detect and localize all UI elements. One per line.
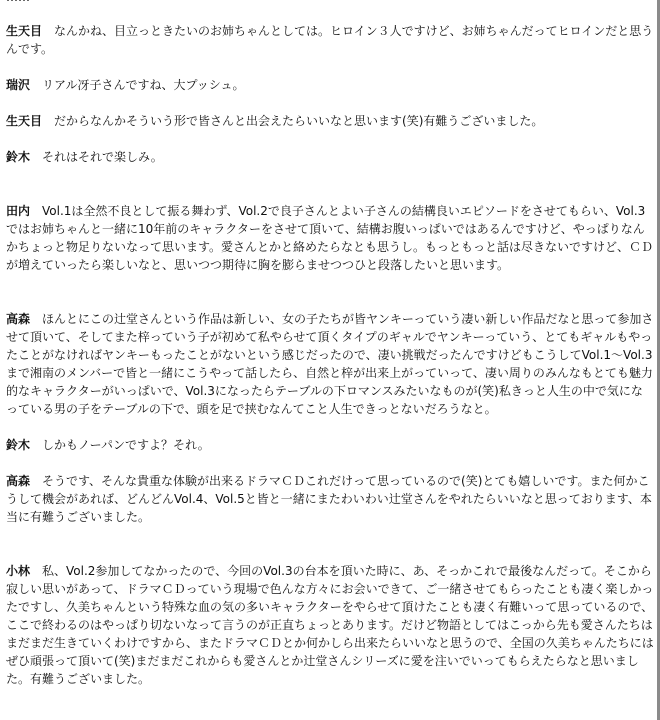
transcript-entry [6, 202, 654, 274]
speaker-name: 鈴木 [6, 150, 31, 164]
transcript-entry [6, 310, 654, 418]
entry-text: なんかね、目立っときたいのお姉ちゃんとしては。ヒロイン３人ですけど、お姉ちゃんだってヒロインだと思うんです。 [6, 24, 654, 56]
entry-text: それはそれで楽しみ。 [42, 150, 163, 164]
spacer [6, 94, 654, 112]
transcript-entry [6, 22, 654, 58]
cut-off-line [6, 0, 30, 6]
speaker-name: 高森 [6, 474, 31, 488]
entry-text: そうです、そんな貴重な体験が出来るドラマＣＤこれだけって思っているので(笑)とても嬉しいです。また何かこうして機会があれば、どんどんVol.4、Vol.5と皆と一緒にまたわいわい辻堂さんをやれたらいいなと思っております、本当に有難うございました。 [6, 474, 652, 524]
speaker-name: 生天目 [6, 24, 43, 38]
transcript-body [6, 22, 654, 688]
entry-text: しかもノーパンですよ？それ。 [42, 438, 210, 452]
transcript-entry [6, 148, 654, 166]
speaker-name: 生天目 [6, 114, 43, 128]
spacer [6, 526, 654, 562]
transcript-entry [6, 562, 654, 688]
spacer [6, 58, 654, 76]
speaker-name: 瑞沢 [6, 78, 31, 92]
speaker-name: 小林 [6, 564, 31, 578]
speaker-name: 高森 [6, 312, 31, 326]
spacer [6, 274, 654, 310]
transcript-entry [6, 436, 654, 454]
entry-text: 私、Vol.2参加してなかったので、今回のVol.3の台本を頂いた時に、あ、そっかこれで最後なんだって。そこから寂しい思いがあって、ドラマＣＤっていう現場で色んな方々にお会いできて、ご一緒させてもらったことも凄く楽しかったですし、久美ちゃんという特殊な血の気の多いキャラクターをやらせて頂けたことも凄く有難いって思っているので、ここで終わるのはやっぱり切ないなって言うのが正直ちょっとあります。だけど物語としてはこっから先も愛さんたちはまだまだ生きていくわけですから、またドラマＣＤとか何かしら出来たらいいなと思うので、全国の久美ちゃんたちにはぜひ頑張って頂いて(笑)まだまだこれからも愛さんとか辻堂さんシリーズに愛を注いでいってもらえたらなと思いました。有難うございました。 [6, 564, 654, 686]
spacer [6, 166, 654, 202]
transcript-entry [6, 112, 654, 130]
spacer [6, 418, 654, 436]
spacer [6, 454, 654, 472]
entry-text: Vol.1は全然不良として振る舞わず、Vol.2で良子さんとよい子さんの結構良いエピソードをさせてもらい、Vol.3ではお姉ちゃんと一緒に10年前のキャラクターをさせて頂いて、結構お腹いっぱいではあるんですけど、やっぱりなんかちょっと物足りないなって思います。愛さんとかと絡めたらなとも思うし。もっともっと話は尽きないですけど、ＣＤが増えていったら楽しいなと、思いつつ期待に胸を膨らませつつひと段落したいと思います。 [6, 204, 654, 272]
entry-text: だからなんかそういう形で皆さんと出会えたらいいなと思います(笑)有難うございました。 [54, 114, 544, 128]
speaker-name: 鈴木 [6, 438, 31, 452]
entry-text: リアル冴子さんですね、大プッシュ。 [42, 78, 245, 92]
spacer [6, 130, 654, 148]
transcript-entry [6, 472, 654, 526]
entry-text: ほんとにこの辻堂さんという作品は新しい、女の子たちが皆ヤンキーっていう凄い新しい作品だなと思って参加させて頂いて、そしてまた梓っていう子が初めて私やらせて頂くタイプのギャルでヤンキーっていう、とてもギャルもやったことがなければヤンキーもったことがないという感じだったので、凄い挑戦だったんですけどもこうしてVol.1～Vol.3まで湘南のメンバーで皆と一緒にこうやって話したら、自然と梓が出来上がっていって、凄い周りのみんなもとても魅力的なキャラクターがいっぱいで、Vol.3になったらテーブルの下ロマンスみたいなものが(笑)私きっと人生の中で気になっている男の子をテーブルの下で、頭を足で挟むなんてこと人生できっとないだろうなと。 [6, 312, 654, 416]
transcript-entry [6, 76, 654, 94]
speaker-name: 田内 [6, 204, 31, 218]
